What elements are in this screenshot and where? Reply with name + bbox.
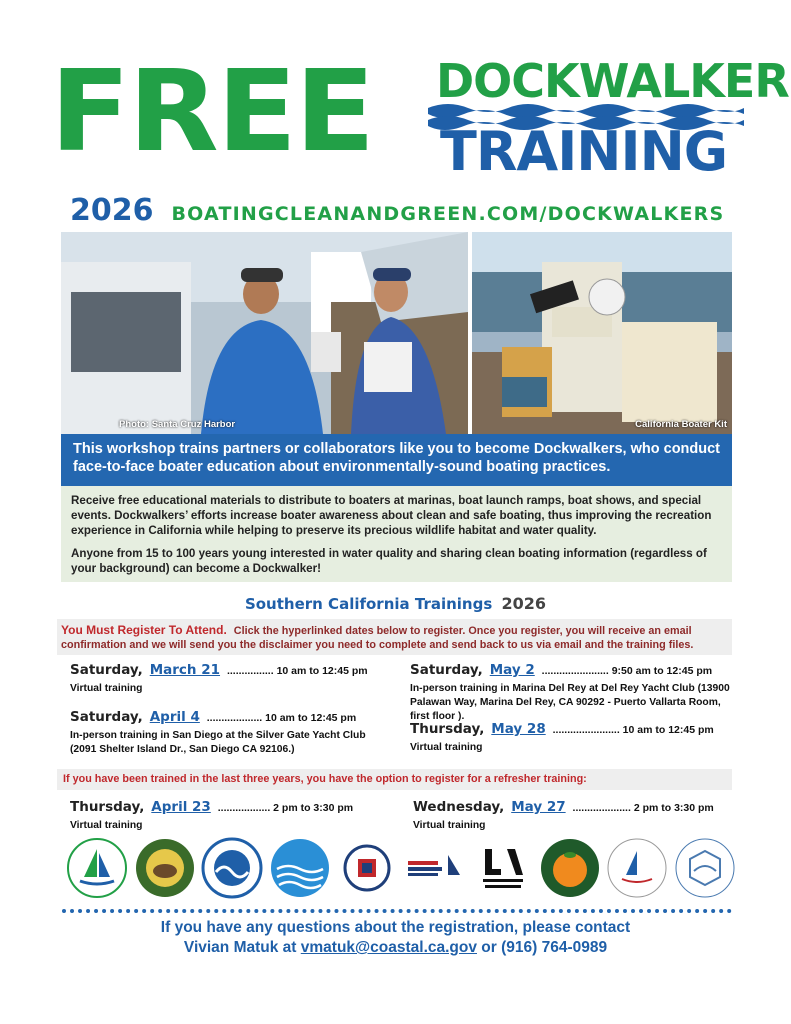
photo-dockwalkers	[61, 232, 468, 434]
training-time: 9:50 am to 12:45 pm	[611, 665, 713, 677]
register-band	[57, 619, 732, 655]
bay-foundation-logo	[269, 837, 331, 899]
refresher-date-link[interactable]: April 23	[151, 799, 211, 815]
refresher-item	[70, 799, 380, 833]
hero-free-text: FREE	[50, 47, 374, 177]
training-date-link[interactable]: March 21	[149, 662, 221, 678]
training-item	[70, 662, 380, 696]
training-desc: Virtual training	[410, 742, 483, 753]
photo-left-caption: Photo: Santa Cruz Harbor	[119, 419, 236, 430]
beaches-harbors-logo	[606, 837, 668, 899]
state-parks-logo	[134, 837, 196, 899]
refresher-dots: ....................	[572, 802, 631, 814]
section-title-text: Southern California Trainings	[244, 595, 493, 613]
refresher-note: If you have been trained in the last three years, you have the option to register for a refresher training:	[57, 769, 732, 790]
training-day: Thursday,	[410, 721, 485, 737]
training-desc: In-person training in Marina Del Rey at Del Rey Yacht Club (13900 Palawan Way, Marina Del Rey, CA 90292 - Puerto Vallarta Room, first floor ).	[410, 683, 730, 722]
divider	[62, 909, 732, 913]
details-paragraph-2: Anyone from 15 to 100 years young interested in water quality and sharing clean boating information (regardless of your background) can become a Dockwalker!	[71, 547, 707, 575]
training-day: Saturday,	[410, 662, 483, 678]
training-desc: Virtual training	[70, 683, 143, 694]
wave-seal-logo	[674, 837, 736, 899]
contact-line-1: If you have any questions about the registration, please contact	[160, 919, 631, 936]
refresher-desc: Virtual training	[70, 820, 143, 831]
americas-boating-club-logo	[404, 837, 466, 899]
refresher-item	[413, 799, 733, 833]
photo-boater-kit	[472, 232, 732, 434]
refresher-time: 2 pm to 3:30 pm	[273, 802, 354, 814]
section-title	[0, 594, 791, 613]
training-dots: ................	[226, 665, 274, 677]
refresher-date-link[interactable]: May 27	[511, 799, 566, 815]
contact-phone: or (916) 764-0989	[481, 939, 608, 956]
contact-footer	[0, 918, 791, 958]
training-desc: In-person training in San Diego at the Silver Gate Yacht Club (2091 Shelter Island Dr., San Diego CA 92106.)	[70, 730, 366, 755]
register-must-label: You Must Register To Attend.	[61, 623, 227, 637]
training-dots: .......................	[541, 665, 609, 677]
details-paragraph-1: Receive free educational materials to distribute to boaters at marinas, boat launch ramps, boat shows, and special events. Dockwalkers’ efforts increase boater awareness about clean and safe boating, thus improving the recreation experience in California while helping to preserve its precious wildlife habitat and water quality.	[71, 494, 712, 537]
hero-dockwalker-text: DOCKWALKER	[436, 54, 789, 108]
intro-band: This workshop trains partners or collaborators like you to become Dockwalkers, who conduct face-to-face boater education about environmentally-sound boating practices.	[61, 434, 732, 486]
training-day: Saturday,	[70, 662, 143, 678]
register-text: Click the hyperlinked dates below to register. Once you register, you will receive an email confirmation and we will send you the disclaimer you need to complete and send back to us via email and the training files.	[61, 625, 694, 651]
website-link[interactable]: BOATINGCLEANANDGREEN.COM/DOCKWALKERS	[171, 203, 725, 225]
photo-right-caption: California Boater Kit	[635, 419, 727, 430]
coast-guard-logo	[336, 837, 398, 899]
training-date-link[interactable]: May 28	[491, 721, 546, 737]
contact-name: Vivian Matuk at	[183, 939, 297, 956]
boating-clean-green-logo	[66, 837, 128, 899]
training-date-link[interactable]: April 4	[149, 709, 200, 725]
training-time: 10 am to 12:45 pm	[265, 712, 357, 724]
year-label: 2026	[70, 193, 154, 228]
training-day: Saturday,	[70, 709, 143, 725]
training-time: 10 am to 12:45 pm	[622, 724, 714, 736]
partner-logos	[66, 836, 736, 900]
refresher-time: 2 pm to 3:30 pm	[633, 802, 714, 814]
refresher-day: Wednesday,	[413, 799, 505, 815]
training-time: 10 am to 12:45 pm	[276, 665, 368, 677]
training-dots: ...................	[206, 712, 263, 724]
training-item	[410, 721, 730, 755]
details-box	[61, 486, 732, 582]
refresher-day: Thursday,	[70, 799, 145, 815]
year-url-line	[70, 193, 724, 228]
refresher-dots: ..................	[217, 802, 271, 814]
section-title-year: 2026	[501, 594, 547, 613]
orange-county-logo	[539, 837, 601, 899]
port-of-la-logo	[471, 837, 533, 899]
refresher-desc: Virtual training	[413, 820, 486, 831]
coastal-commission-logo	[201, 837, 263, 899]
training-item	[410, 662, 730, 724]
training-dots: .......................	[552, 724, 620, 736]
hero-training-text: TRAINING	[440, 120, 728, 183]
contact-email-link[interactable]: vmatuk@coastal.ca.gov	[300, 939, 477, 956]
training-date-link[interactable]: May 2	[489, 662, 535, 678]
training-item	[70, 709, 380, 757]
